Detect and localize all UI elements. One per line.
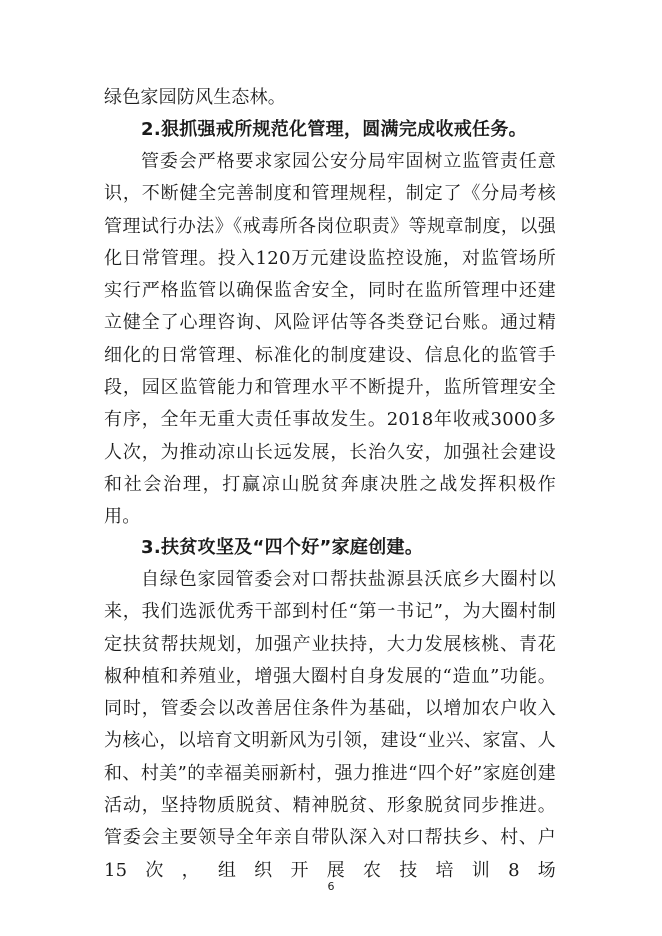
page-number: 6 bbox=[327, 880, 335, 893]
section-2-paragraph: 管委会严格要求家园公安分局牢固树立监管责任意识，不断健全完善制度和管理规程，制定了《分局考核管理试行办法》《戒毒所各岗位职责》等规章制度，以强化日常管理。投入120万元建设监控设施，对监管场所实行严格监管以确保监舍安全，同时在监所管理中还建立健全了心理咨询、风险评估等各类登记台账。通过精细化的日常管理、标准化的制度建设、信息化的监管手段，园区监管能力和管理水平不断提升，监所管理安全有序，全年无重大责任事故发生。2018年收戒3000多人次，为推动凉山长远发展，长治久安，加强社会建设和社会治理，打赢凉山脱贫奔康决胜之战发挥积极作用。 bbox=[104, 151, 556, 528]
section-heading-3: 3.扶贫攻坚及“四个好”家庭创建。 bbox=[141, 537, 424, 558]
section-heading-2: 2.狠抓强戒所规范化管理，圆满完成收戒任务。 bbox=[141, 119, 527, 140]
section-3-paragraph: 自绿色家园管委会对口帮扶盐源县沃底乡大圈村以来，我们选派优秀干部到村任“第一书记”，为大圈村制定扶贫帮扶规划，加强产业扶持，大力发展核桃、青花椒种植和养殖业，增强大圈村自身发展的“造血”功能。同时，管委会以改善居住条件为基础，以增加农户收入为核心，以培育文明新风为引领，建设“业兴、家富、人和、村美”的幸福美丽新村，强力推进“四个好”家庭创建活动，坚持物质脱贫、精神脱贫、形象脱贫同步推进。管委会主要领导全年亲自带队深入对口帮扶乡、村、户15次，组织开展农技培训8场 bbox=[104, 569, 556, 881]
paragraph-continuation: 绿色家园防风生态林。 bbox=[104, 87, 286, 108]
